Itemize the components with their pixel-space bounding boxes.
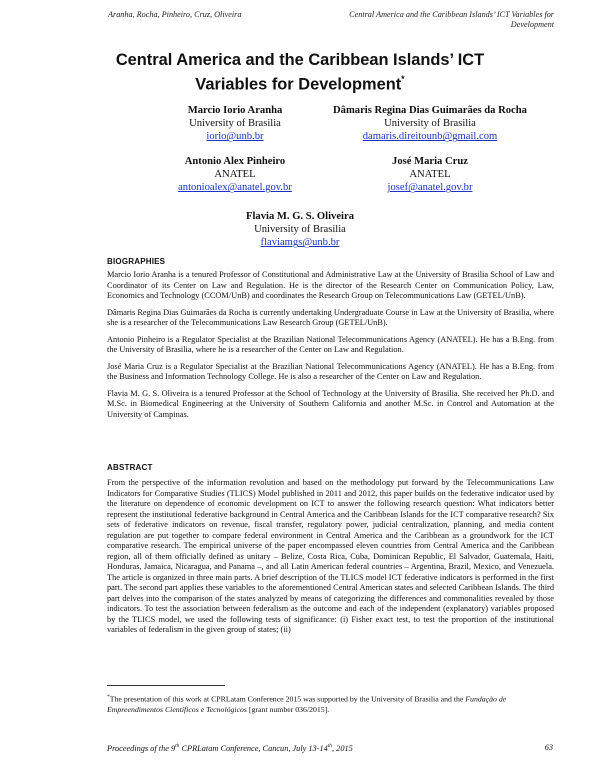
paper-title-text: Central America and the Caribbean Islands’ ICT Variables for Development xyxy=(115,51,485,94)
running-header-authors: Aranha, Rocha, Pinheiro, Cruz, Oliveira xyxy=(108,10,242,19)
author-block-5 xyxy=(200,210,400,250)
author-affiliation: ANATEL xyxy=(214,169,256,181)
biography-paragraph: Dâmaris Regina Dias Guimarães da Rocha is currently undertaking Undergraduate Course in Law at the University of Brasilia, where she is a researcher of the Telecommunications Law Research Group (GETEL/UnB). xyxy=(107,307,554,327)
footer-ordinal: th xyxy=(175,743,180,749)
footnote xyxy=(107,692,554,715)
footnote-grant: [grant number 036/2015]. xyxy=(246,704,330,714)
author-name: José Maria Cruz xyxy=(392,156,468,167)
author-email-link[interactable]: josef@anatel.gov.br xyxy=(387,182,473,194)
biography-paragraph: José Maria Cruz is a Regulator Specialist at the Brazilian National Telecommunications Agency (ANATEL). He has a B.Eng. from the Business and Information Technology College. He is also a researcher of the Center on Law and Regulation. xyxy=(107,361,554,381)
author-name: Antonio Alex Pinheiro xyxy=(184,156,286,167)
biography-paragraph: Antonio Pinheiro is a Regulator Specialist at the Brazilian National Telecommunications Agency (ANATEL). He has a B.Eng. from the University of Brasilia, where he is a researcher of the Center on Law and Regulation. xyxy=(107,334,554,354)
footnote-mark: * xyxy=(107,694,110,700)
running-header-title: Central America and the Caribbean Islands’ ICT Variables for Development xyxy=(349,10,554,29)
footer-text: , 2015 xyxy=(332,743,353,753)
abstract-body xyxy=(107,478,554,642)
biographies-heading: BIOGRAPHIES xyxy=(107,257,166,266)
title-footnote-mark: * xyxy=(401,74,405,84)
paper-title xyxy=(100,50,500,94)
author-block-2 xyxy=(305,104,555,144)
footer-text: Proceedings of the 9 xyxy=(107,743,176,753)
abstract-heading: ABSTRACT xyxy=(107,463,153,472)
author-email-link[interactable]: flaviamgs@unb.br xyxy=(260,237,340,249)
biography-paragraph: Flavia M. G. S. Oliveira is a tenured Professor at the School of Technology at the University of Brasilia. She received her Ph.D. and M.Sc. in Biomedical Engineering at the University of Southern California and another M.Sc. in Control and Automation at the University of Campinas. xyxy=(107,388,554,419)
author-name: Flavia M. G. S. Oliveira xyxy=(246,211,354,222)
author-affiliation: University of Brasilia xyxy=(254,224,346,236)
proceedings-footer xyxy=(107,743,353,753)
footnote-text: The presentation of this work at CPRLatam Conference 2015 was supported by the University of Brasilia and the xyxy=(109,694,466,704)
author-affiliation: ANATEL xyxy=(409,169,451,181)
author-name: Dâmaris Regina Dias Guimarães da Rocha xyxy=(333,105,527,116)
author-email-link[interactable]: damaris.direitounb@gmail.com xyxy=(362,131,498,143)
footnote-foundation-name: Fundação de Empreendimentos Científicos e Tecnológicos xyxy=(107,694,507,714)
biographies-body xyxy=(107,270,554,426)
abstract-paragraph: From the perspective of the information revolution and based on the methodology put forward by the Telecommunications Law Indicators for Comparative Studies (TLICS) Model published in 2011 and 2012, this paper builds on the federative indicator used by the literature on dependence of economic development on ICT to answer the following research question: What indicators better represent the institutional federative background in Central America and the Caribbean Islands for the ICT comparative research? Six sets of federative indicators on revenue, fiscal transfer, regulatory power, judicial centralization, planning, and media content regulation are put together to compare federal environment in Central America and the Caribbean as a groundwork for the ICT comparative research. The empirical universe of the paper encompassed eleven countries from Central America and the Caribbean region, all of them officially defined as unitary – Belize, Costa Rica, Cuba, Dominican Republic, El Salvador, Guatemala, Haiti, Honduras, Jamaica, Nicaragua, and Panama –, and all Latin American federal countries – Argentina, Brazil, Mexico, and Venezuela. The article is organized in three main parts. A brief description of the TLICS model ICT federative indicators is performed in the first part. The second part applies these variables to the aforementioned Central American states and selected Caribbean Islands. The third part delves into the comparison of the states analyzed by means of categorizing the differences and commonalities revealed by those indicators. To test the association between federalism as the outcome and each of the independent (explanatory) variables proposed by the TLICS model, we used the following tests of significance: (i) Fisher exact test, to test the proportion of the institutional variables of federalism in the given group of states; (ii) xyxy=(107,478,554,634)
page-number: 63 xyxy=(544,743,553,752)
footnote-rule xyxy=(107,685,225,686)
author-block-4 xyxy=(305,155,555,195)
author-email-link[interactable]: iorio@unb.br xyxy=(206,131,264,143)
footer-ordinal: th xyxy=(327,743,333,749)
author-affiliation: University of Brasilia xyxy=(189,118,281,130)
author-affiliation: University of Brasilia xyxy=(384,118,476,130)
biography-paragraph: Marcio Iorio Aranha is a tenured Professor of Constitutional and Administrative Law at the University of Brasilia School of Law and Coordinator of its Center on Law and Regulation. He is the director of the Research Center on Communication Policy, Law, Economics and Technology (CCOM/UnB) and coordinates the Research Group on Telecommunications Law (GETEL/UnB). xyxy=(107,270,554,300)
author-email-link[interactable]: antonioalex@anatel.gov.br xyxy=(178,182,292,194)
footer-text: CPRLatam Conference, Cancun, July 13-14 xyxy=(179,743,328,753)
author-name: Marcio Iorio Aranha xyxy=(187,105,283,116)
